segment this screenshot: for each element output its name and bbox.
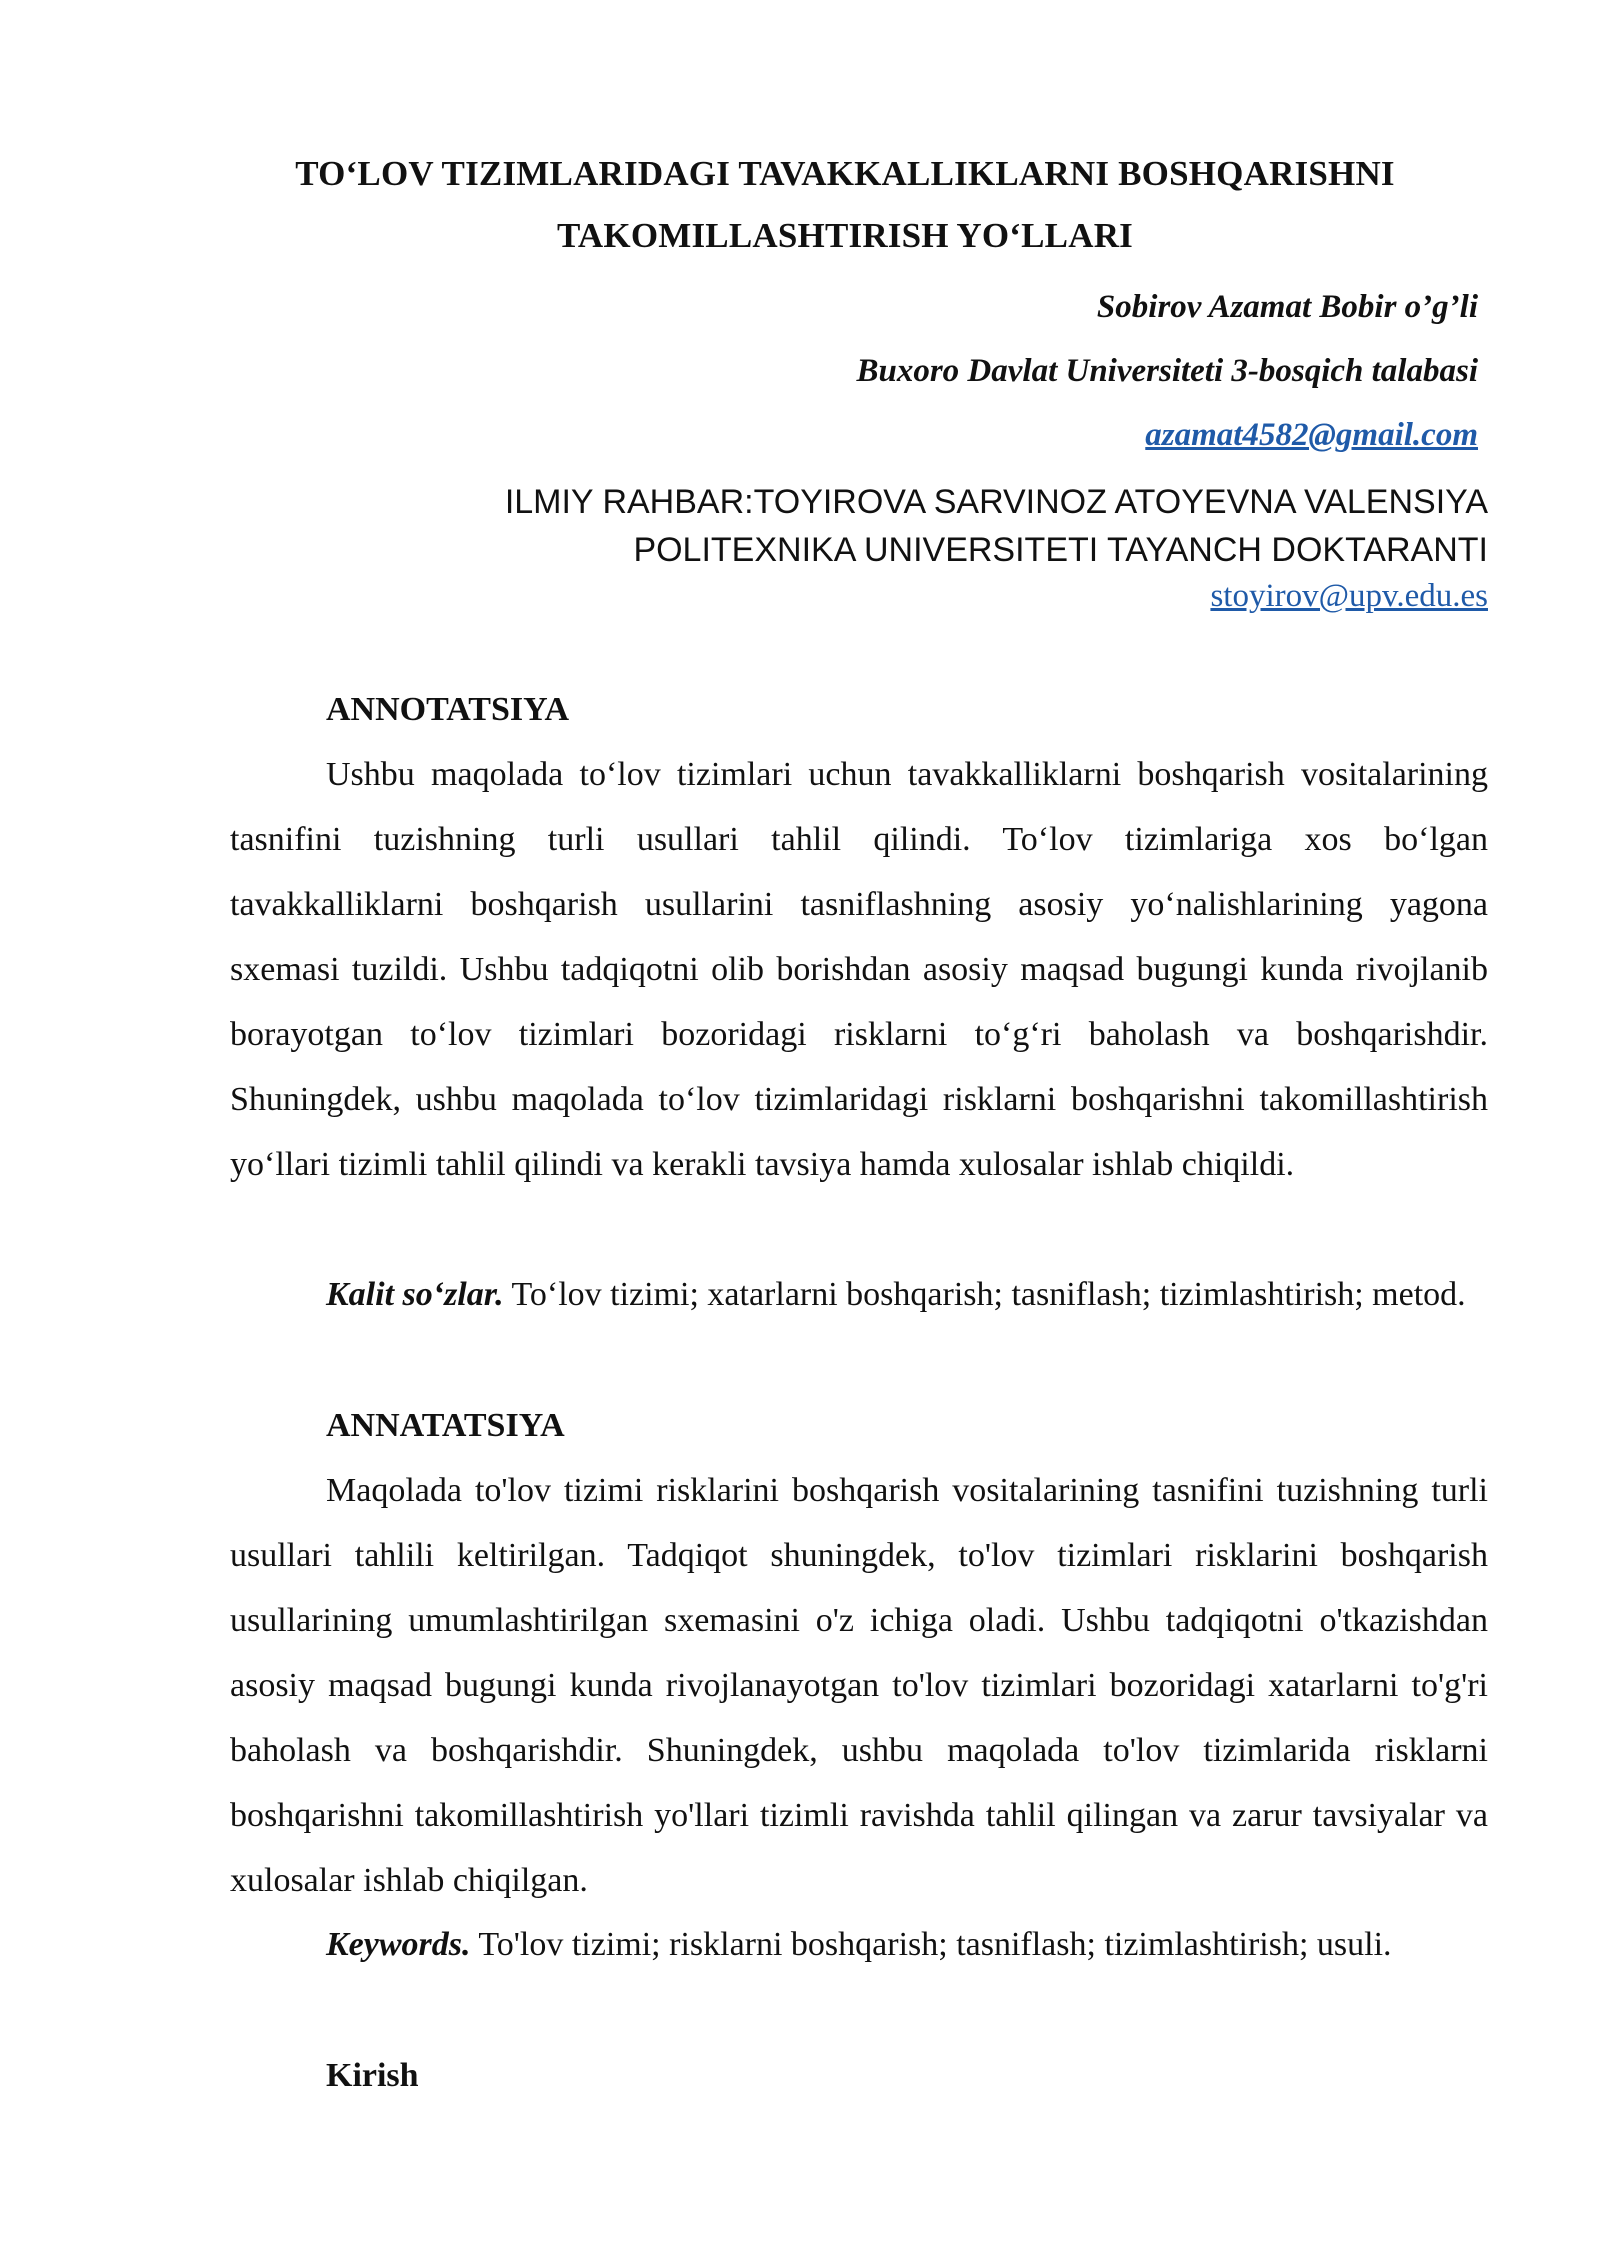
author-email-link[interactable]: azamat4582@gmail.com xyxy=(1145,417,1478,453)
advisor-line-1: ILMIY RAHBAR:TOYIROVA SARVINOZ ATOYEVNA VALENSIYA xyxy=(504,483,1488,521)
author-affiliation: Buxoro Davlat Universiteti 3-bosqich talabasi xyxy=(856,353,1478,389)
author-email-line xyxy=(1145,414,1478,456)
author-name: Sobirov Azamat Bobir o’g’li xyxy=(1096,289,1478,325)
advisor-email-link[interactable]: stoyirov@upv.edu.es xyxy=(1210,578,1488,614)
annatatsiya-body: Maqolada to'lov tizimi risklarini boshqarish vositalarining tasnifini tuzishning turli usullari tahlili keltirilgan. Tadqiqot shuningdek, to'lov tizimlari risklarini boshqarish usullarining umumlashtirilgan sxemasini o'z ichiga oladi. Ushbu tadqiqotni o'tkazishdan asosiy maqsad bugungi kunda rivojlanayotgan to'lov tizimlari bozoridagi xatarlarni to'g'ri baholash va boshqarishdir. Shuningdek, ushbu maqolada to'lov tizimlarida risklarni boshqarishni takomillashtirish yo'llari tizimli ravishda tahlil qilingan va zarur tavsiyalar va xulosalar ishlab chiqilgan. xyxy=(230,1472,1488,1899)
annotation-body: Ushbu maqolada to‘lov tizimlari uchun tavakkalliklarni boshqarish vositalarining tasnifini tuzishning turli usullari tahlil qilindi. To‘lov tizimlariga xos bo‘lgan tavakkalliklarni boshqarish usullarini tasniflashning asosiy yo‘nalishlarining yagona sxemasi tuzildi. Ushbu tadqiqotni olib borishdan asosiy maqsad bugungi kunda rivojlanib borayotgan to‘lov tizimlari bozoridagi risklarni to‘g‘ri baholash va boshqarishdir. Shuningdek, ushbu maqolada to‘lov tizimlaridagi risklarni boshqarishni takomillashtirish yo‘llari tizimli tahlil qilindi va kerakli tavsiya hamda xulosalar ishlab chiqildi. xyxy=(230,756,1488,1183)
paper-title-line-1: TO‘LOV TIZIMLARIDAGI TAVAKKALLIKLARNI BOSHQARISHNI xyxy=(295,154,1395,193)
keywords-uz xyxy=(230,1262,1488,1327)
annatatsiya-heading: ANNATATSIYA xyxy=(326,1407,565,1444)
keywords-uz-label: Kalit so‘zlar. xyxy=(326,1276,504,1313)
keywords-en-label: Keywords. xyxy=(326,1926,471,1963)
paper-title-line-2: TAKOMILLASHTIRISH YO‘LLARI xyxy=(556,216,1133,255)
keywords-uz-text: To‘lov tizimi; xatarlarni boshqarish; tasniflash; tizimlashtirish; metod. xyxy=(503,1276,1466,1313)
intro-heading: Kirish xyxy=(326,2057,419,2094)
advisor-line-2: POLITEXNIKA UNIVERSITETI TAYANCH DOKTARANTI xyxy=(633,531,1488,569)
annotation-heading: ANNOTATSIYA xyxy=(326,691,570,728)
keywords-en xyxy=(230,1912,1488,1977)
keywords-en-text: To'lov tizimi; risklarni boshqarish; tasniflash; tizimlashtirish; usuli. xyxy=(470,1926,1392,1963)
